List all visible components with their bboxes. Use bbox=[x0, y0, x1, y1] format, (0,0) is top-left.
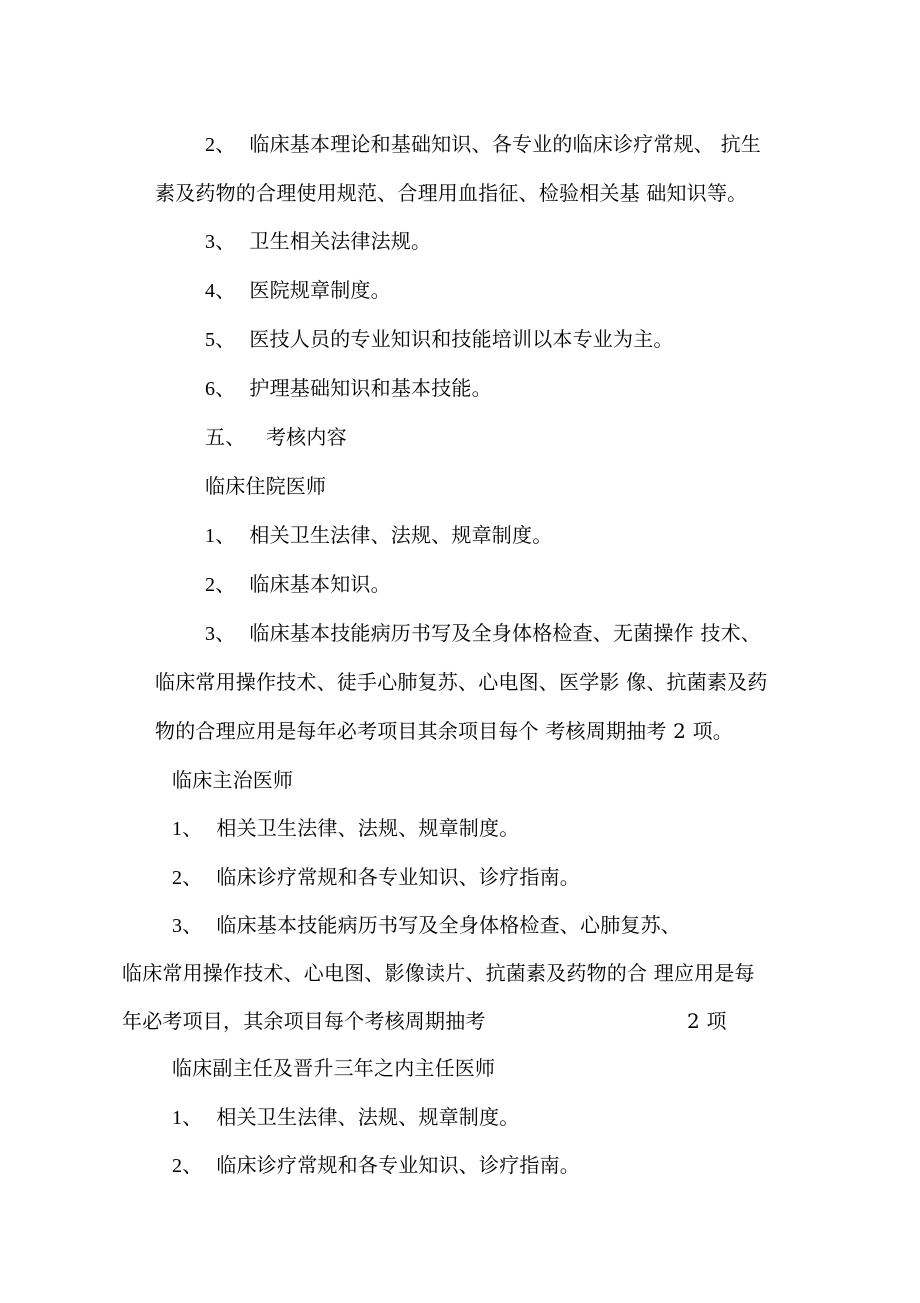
subheading-text: 临床副主任及晋升三年之内主任医师 bbox=[172, 1056, 496, 1080]
list-number: 1 bbox=[172, 1107, 183, 1129]
list-separator: 、 bbox=[182, 816, 203, 840]
list-separator: 、 bbox=[182, 1153, 203, 1177]
paragraph-text: 相关卫生法律、法规、规章制度。 bbox=[216, 1105, 520, 1129]
attending-item-1 bbox=[172, 816, 519, 841]
item-4-hospital-rules bbox=[205, 278, 391, 303]
paragraph-continuation bbox=[155, 181, 747, 205]
resident-item-3 bbox=[205, 621, 761, 646]
resident-item-2 bbox=[205, 572, 391, 597]
paragraph-text: 医院规章制度。 bbox=[249, 278, 391, 302]
attending-item-2 bbox=[172, 865, 580, 890]
paragraph-text: 相关卫生法律、法规、规章制度。 bbox=[216, 816, 520, 840]
paragraph-text: 年必考项目，其余项目每个考核周期抽考 bbox=[122, 1009, 486, 1033]
list-separator: 、 bbox=[215, 278, 236, 302]
list-number: 3 bbox=[205, 623, 216, 645]
item-5-technician-training bbox=[205, 327, 674, 352]
subheading-text: 临床主治医师 bbox=[172, 768, 294, 792]
subheading-text: 临床住院医师 bbox=[205, 474, 327, 498]
paragraph-text: 卫生相关法律法规。 bbox=[249, 229, 432, 253]
paragraph-continuation bbox=[122, 961, 755, 985]
list-separator: 、 bbox=[215, 376, 236, 400]
list-separator: 、 bbox=[182, 1105, 203, 1129]
paragraph-text: 医技人员的专业知识和技能培训以本专业为主。 bbox=[249, 327, 674, 351]
list-number: 4 bbox=[205, 280, 216, 302]
paragraph-text: 临床诊疗常规和各专业知识、诊疗指南。 bbox=[216, 1153, 581, 1177]
list-number: 3 bbox=[172, 915, 183, 937]
list-separator: 、 bbox=[215, 572, 236, 596]
paragraph-text: 护理基础知识和基本技能。 bbox=[249, 376, 492, 400]
list-number: 1 bbox=[172, 818, 183, 840]
paragraph-continuation bbox=[122, 1009, 486, 1033]
paragraph-text: 临床基本技能病历书写及全身体格检查、心肺复苏、 bbox=[216, 913, 682, 937]
list-number: 5 bbox=[205, 329, 216, 351]
list-separator: 、 bbox=[215, 523, 236, 547]
list-separator: 、 bbox=[215, 327, 236, 351]
paragraph-text: 素及药物的合理使用规范、合理用血指征、检验相关基 础知识等。 bbox=[155, 181, 748, 205]
list-number: 1 bbox=[205, 525, 216, 547]
paragraph-continuation-tail bbox=[687, 1009, 727, 1033]
section-number: 五 bbox=[205, 425, 226, 449]
subheading-resident bbox=[205, 474, 326, 498]
list-number: 2 bbox=[172, 1155, 183, 1177]
paragraph-text: 2 项 bbox=[687, 1009, 727, 1033]
section-heading-5 bbox=[205, 425, 347, 449]
list-separator: 、 bbox=[215, 621, 236, 645]
item-2-basic-theory bbox=[205, 132, 761, 157]
subheading-attending bbox=[172, 768, 293, 792]
list-separator: 、 bbox=[182, 865, 203, 889]
paragraph-text: 物的合理应用是每年必考项目其余项目每个 考核周期抽考 2 项。 bbox=[155, 719, 733, 743]
associate-item-1 bbox=[172, 1105, 519, 1130]
list-separator: 、 bbox=[215, 229, 236, 253]
list-number: 2 bbox=[172, 867, 183, 889]
section-title: 考核内容 bbox=[259, 425, 347, 449]
paragraph-text: 临床常用操作技术、心电图、影像读片、抗菌素及药物的合 理应用是每 bbox=[122, 961, 755, 985]
paragraph-text: 临床常用操作技术、徒手心肺复苏、心电图、医学影 像、抗菌素及药 bbox=[155, 670, 768, 694]
paragraph-text: 临床基本知识。 bbox=[249, 572, 391, 596]
paragraph-continuation bbox=[155, 719, 733, 743]
list-number: 2 bbox=[205, 574, 216, 596]
paragraph-text: 临床诊疗常规和各专业知识、诊疗指南。 bbox=[216, 865, 581, 889]
list-separator: 、 bbox=[215, 132, 236, 156]
subheading-associate-chief bbox=[172, 1056, 495, 1080]
paragraph-text: 临床基本理论和基础知识、各专业的临床诊疗常规、 抗生 bbox=[249, 132, 761, 156]
list-number: 2 bbox=[205, 134, 216, 156]
paragraph-text: 临床基本技能病历书写及全身体格检查、无菌操作 技术、 bbox=[249, 621, 761, 645]
list-separator: 、 bbox=[225, 425, 246, 449]
list-number: 6 bbox=[205, 378, 216, 400]
list-number: 3 bbox=[205, 231, 216, 253]
item-3-health-law bbox=[205, 229, 431, 254]
associate-item-2 bbox=[172, 1153, 580, 1178]
item-6-nursing bbox=[205, 376, 492, 401]
resident-item-1 bbox=[205, 523, 552, 548]
list-separator: 、 bbox=[182, 913, 203, 937]
attending-item-3 bbox=[172, 913, 681, 938]
paragraph-text: 相关卫生法律、法规、规章制度。 bbox=[249, 523, 553, 547]
paragraph-continuation bbox=[155, 670, 768, 694]
